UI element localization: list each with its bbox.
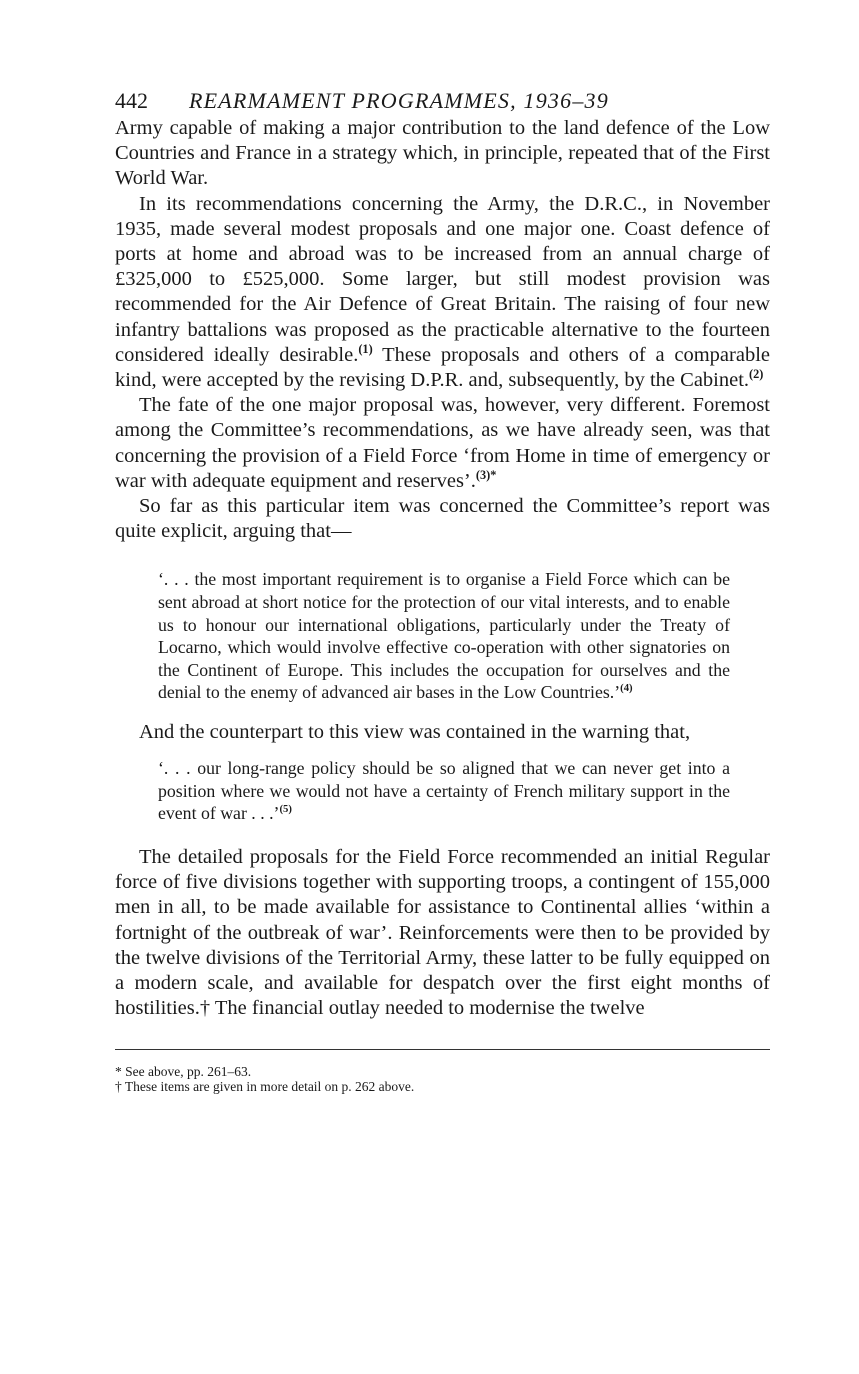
paragraph-6-text-b: The financial outlay needed to modernise the twelve xyxy=(210,997,645,1020)
paragraph-3-text: The fate of the one major proposal was, however, very different. Foremost among the Committee’s recommendations, as we have already seen, was that concerning the provision of a Field Force ‘from Home in time of emergency or war with adequate equipment and reserves’. xyxy=(115,394,770,492)
footnotes xyxy=(115,1064,770,1094)
block-quote-2-text: ‘. . . our long-range policy should be so aligned that we can never get into a position where we would not have a certainty of French military support in the event of war . . .’ xyxy=(158,758,730,824)
footnote-ref-1: (1) xyxy=(358,341,373,356)
paragraph-5: And the counterpart to this view was contained in the warning that, xyxy=(139,721,691,744)
paragraph-2 xyxy=(115,192,770,394)
page-header xyxy=(115,86,770,116)
block-quote-1 xyxy=(158,568,730,704)
paragraph-6-text-a: The detailed proposals for the Field Force recommended an initial Regular force of five divisions together with supporting troops, a contingent of 155,000 men in all, to be made available for assistance to Continental allies ‘within a fortnight of the outbreak of war’. Reinforcements were then to be provided by the twelve divisions of the Territorial Army, these latter to be fully equipped on a modern scale, and available for despatch over the first eight months of hostilities. xyxy=(115,846,770,1020)
block-quote-2 xyxy=(158,757,730,825)
paragraph-4: So far as this particular item was concerned the Committee’s report was quite explicit, arguing that— xyxy=(115,495,770,543)
footnote-ref-5: (5) xyxy=(279,803,292,816)
footnote-asterisk: * See above, pp. 261–63. xyxy=(115,1064,252,1080)
footnote-ref-4: (4) xyxy=(620,682,633,695)
paragraph-3 xyxy=(115,393,770,494)
dagger-mark: † xyxy=(199,997,211,1020)
paragraph-1: Army capable of making a major contribution to the land defence of the Low Countries and France in a strategy which, in principle, repeated that of the First World War. xyxy=(115,117,770,190)
running-title: REARMAMENT PROGRAMMES, 1936–39 xyxy=(189,88,609,113)
paragraph-2-text-b: These proposals and others of a comparable kind, were accepted by the revising D.P.R. and, subsequently, by the Cabinet. xyxy=(115,343,770,392)
footnote-ref-3: (3)* xyxy=(475,467,497,482)
paragraph-6 xyxy=(115,845,770,1021)
footnote-ref-2: (2) xyxy=(749,367,764,382)
footnote-divider xyxy=(115,1049,770,1050)
page-number: 442 xyxy=(115,88,148,113)
footnote-dagger: † These items are given in more detail on p. 262 above. xyxy=(115,1079,415,1095)
block-quote-1-text: ‘. . . the most important requirement is to organise a Field Force which can be sent abroad at short notice for the protection of our vital interests, and to enable us to honour our international obligations, particularly under the Treaty of Locarno, which would involve effective co-operation with other signatories on the Continent of Europe. This includes the occupation for ourselves and the denial to the enemy of advanced air bases in the Low Countries.’ xyxy=(158,569,730,703)
paragraph-2-text-a: In its recommendations concerning the Army, the D.R.C., in November 1935, made several modest proposals and one major one. Coast defence of ports at home and abroad was to be increased from an annual charge of £325,000 to £525,000. Some larger, but still modest provision was recommended for the Air Defence of Great Britain. The raising of four new infantry battalions was proposed as the practicable alternative to the fourteen considered ideally desirable. xyxy=(115,192,770,366)
book-page xyxy=(115,86,770,1094)
